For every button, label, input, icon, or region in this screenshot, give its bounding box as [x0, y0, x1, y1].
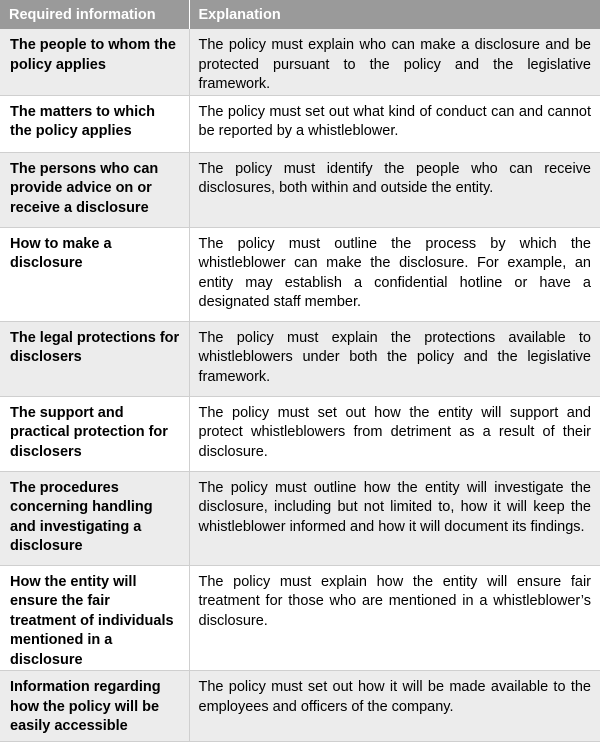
- table-row: [0, 29, 600, 95]
- table-row: [0, 152, 600, 227]
- header-explanation: Explanation: [189, 0, 600, 29]
- table-row: [0, 321, 600, 396]
- row-required-cell: The support and practical protection for disclosers: [0, 396, 189, 471]
- table-row: [0, 471, 600, 565]
- row-explanation-cell: The policy must outline how the entity will investigate the disclosure, including but not limited to, how it will keep the whistleblower informed and how it will document its findings.: [189, 471, 600, 565]
- row-required-cell: The procedures concerning handling and investigating a disclosure: [0, 471, 189, 565]
- table-row: [0, 565, 600, 671]
- table-row: [0, 227, 600, 321]
- row-required-cell: How to make a disclosure: [0, 227, 189, 321]
- row-required-cell: The persons who can provide advice on or receive a disclosure: [0, 152, 189, 227]
- row-explanation-cell: The policy must set out how the entity will support and protect whistleblowers from detriment as a result of their disclosure.: [189, 396, 600, 471]
- row-explanation-cell: The policy must identify the people who can receive disclosures, both within and outside the entity.: [189, 152, 600, 227]
- row-required-cell: The matters to which the policy applies: [0, 95, 189, 152]
- table-header-row: [0, 0, 600, 29]
- row-required-cell: How the entity will ensure the fair treatment of individuals mentioned in a disclosure: [0, 565, 189, 671]
- table-row: [0, 95, 600, 152]
- row-explanation-cell: The policy must outline the process by which the whistleblower can make the disclosure. For example, an entity may establish a confidential hotline or have a designated staff member.: [189, 227, 600, 321]
- table-row: [0, 396, 600, 471]
- row-explanation-cell: The policy must explain the protections available to whistleblowers under both the policy and the legislative framework.: [189, 321, 600, 396]
- row-required-cell: The legal protections for disclosers: [0, 321, 189, 396]
- row-explanation-cell: The policy must set out what kind of conduct can and cannot be reported by a whistleblower.: [189, 95, 600, 152]
- row-explanation-cell: The policy must explain who can make a disclosure and be protected pursuant to the policy and the legislative framework.: [189, 29, 600, 95]
- row-explanation-cell: The policy must set out how it will be made available to the employees and officers of the company.: [189, 671, 600, 742]
- row-required-cell: Information regarding how the policy will be easily accessible: [0, 671, 189, 742]
- header-required-information: Required information: [0, 0, 189, 29]
- row-required-cell: The people to whom the policy applies: [0, 29, 189, 95]
- row-explanation-cell: The policy must explain how the entity will ensure fair treatment for those who are mentioned in a whistleblower’s disclosure.: [189, 565, 600, 671]
- table-row: [0, 671, 600, 742]
